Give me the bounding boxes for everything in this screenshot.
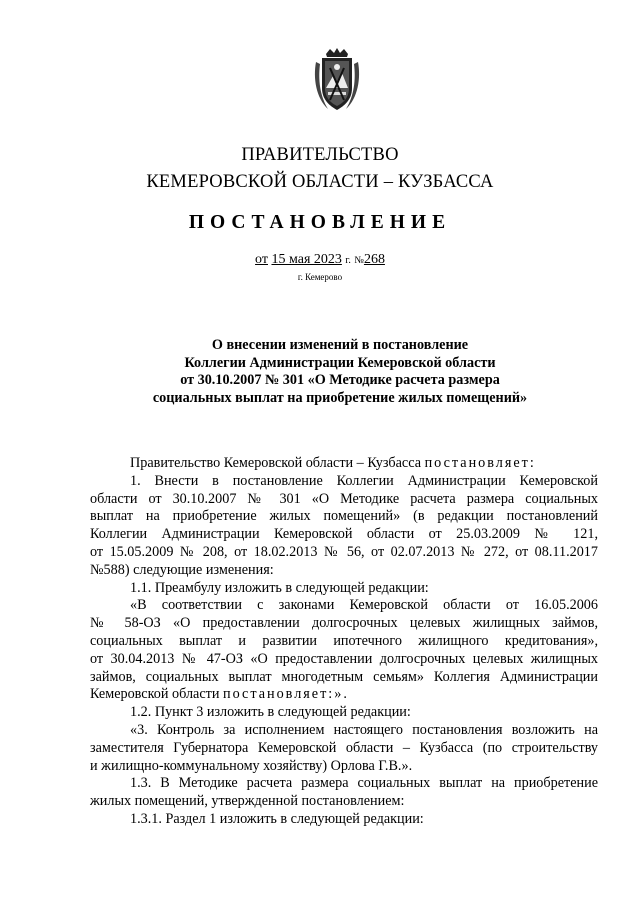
- paragraph-line: от 15.05.2009 № 208, от 18.02.2013 № 56, от 02.07.2013 № 272, от 08.11.2017: [90, 543, 598, 560]
- paragraph-line: заместителя Губернатора Кемеровской области – Кузбасса (по строительству: [90, 739, 598, 756]
- government-name-line2: КЕМЕРОВСКОЙ ОБЛАСТИ – КУЗБАССА: [146, 172, 494, 192]
- paragraph-line: «3. Контроль за исполнением настоящего постановления возложить на: [130, 721, 598, 738]
- preamble-line: [90, 455, 598, 473]
- document-body: [90, 455, 598, 829]
- paragraph-line: 1.3. В Методике расчета размера социальных выплат на приобретение: [130, 775, 598, 792]
- document-number: 268: [363, 252, 385, 267]
- paragraph-line: от 30.04.2013 № 47-ОЗ «О предоставлении долгосрочных целевых жилищных: [90, 650, 598, 667]
- title-line: социальных выплат на приобретение жилых помещений»: [152, 389, 528, 406]
- document-type: ПОСТАНОВЛЕНИЕ: [188, 212, 452, 233]
- title-line: от 30.10.2007 № 301 «О Методике расчета размера: [180, 372, 500, 388]
- decree-word: постановляет:: [424, 455, 536, 471]
- title-line: Коллегии Администрации Кемеровской области: [184, 354, 496, 371]
- paragraph-line: и жилищно-коммунальному хозяйству) Орлова Г.В.».: [90, 757, 413, 774]
- document-title: [80, 337, 600, 407]
- date-prefix: от: [255, 252, 268, 267]
- paragraph-line: социальных выплат и развитии ипотечного жилищного кредитования»,: [90, 632, 598, 649]
- paragraph-line: 1.2. Пункт 3 изложить в следующей редакции:: [130, 704, 411, 721]
- paragraph-line: выплат на приобретение жилых помещений» (в редакции постановлений: [90, 508, 598, 525]
- paragraph-text: Кемеровской области: [90, 686, 220, 703]
- title-line: О внесении изменений в постановление: [211, 337, 469, 353]
- paragraph-line: жилых помещений, утвержденной постановлением:: [90, 793, 405, 810]
- date-number-line: [0, 252, 640, 268]
- preamble-text: Правительство Кемеровской области – Кузбасса: [130, 455, 422, 471]
- document-date: 15 мая 2023: [271, 252, 342, 267]
- decree-word: постановляет:».: [222, 686, 349, 703]
- paragraph-line: Коллегии Администрации Кемеровской области от 25.03.2009 № 121,: [90, 526, 598, 543]
- paragraph-line: займов, социальных выплат многодетным семьям» Коллегия Администрации: [90, 668, 598, 685]
- paragraph-line: №588) следующие изменения:: [90, 561, 274, 578]
- number-sign: №: [354, 255, 364, 266]
- paragraph-line: 1.1. Преамбулу изложить в следующей редакции:: [130, 579, 429, 596]
- paragraph-line: области от 30.10.2007 № 301 «О Методике расчета размера социальных: [90, 490, 598, 507]
- paragraph-line: 1. Внести в постановление Коллегии Администрации Кемеровской: [130, 472, 598, 489]
- year-suffix: г.: [345, 255, 351, 266]
- paragraph-line: 1.3.1. Раздел 1 изложить в следующей редакции:: [130, 810, 424, 827]
- paragraph-line: «В соответствии с законами Кемеровской области от 16.05.2006: [130, 597, 598, 614]
- paragraph-line: [90, 686, 598, 704]
- paragraph-line: № 58-ОЗ «О предоставлении долгосрочных целевых жилищных займов,: [90, 615, 598, 632]
- government-name-line1: ПРАВИТЕЛЬСТВО: [241, 145, 399, 165]
- coat-of-arms-icon: [312, 48, 362, 114]
- place-of-issue: г. Кемерово: [297, 272, 343, 282]
